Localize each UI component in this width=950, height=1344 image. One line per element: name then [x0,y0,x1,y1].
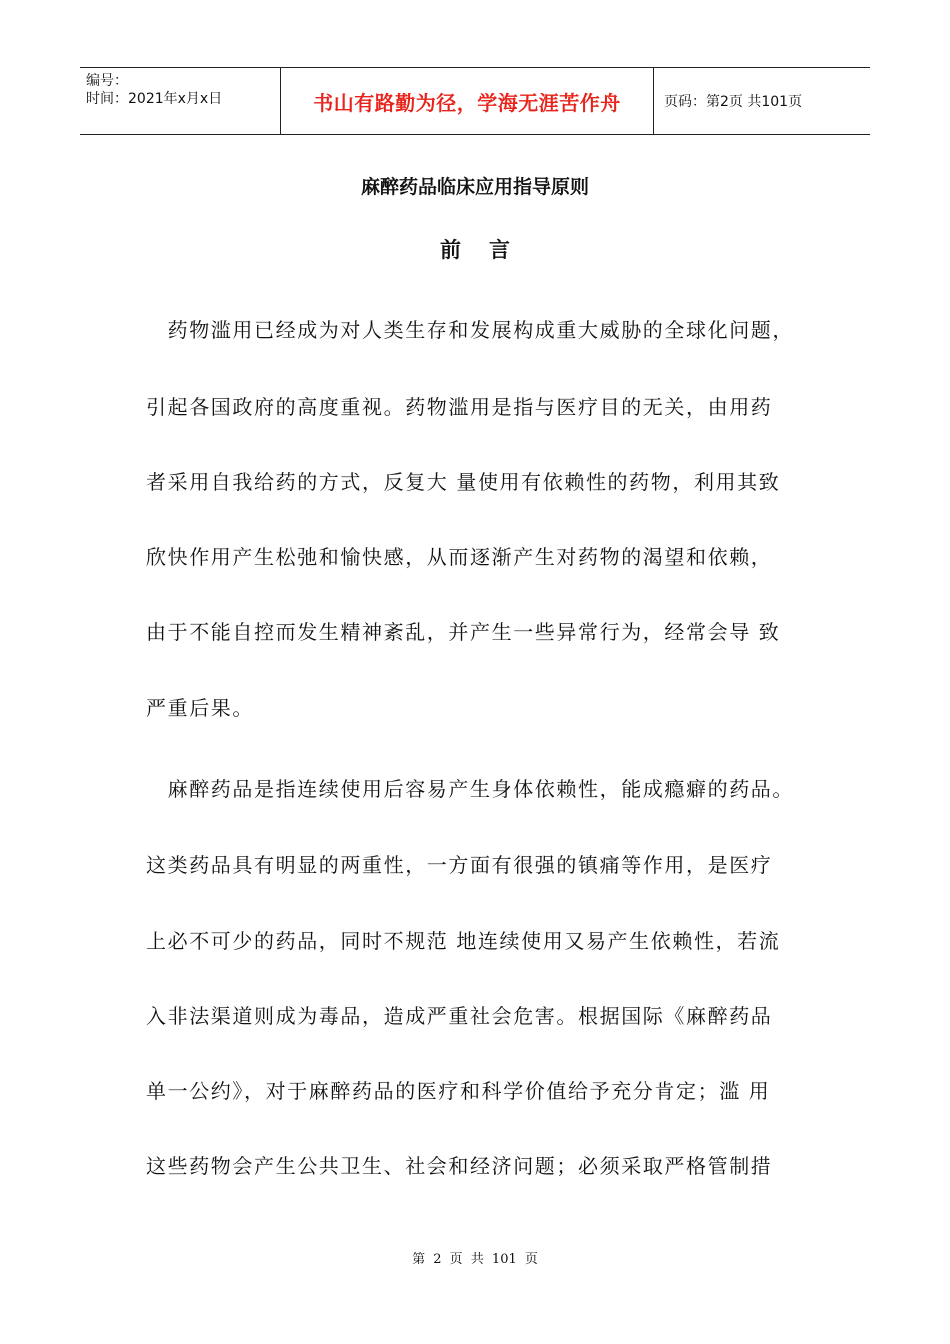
text-line: 这些药物会产生公共卫生、社会和经济问题；必须采取严格管制措 [146,1154,773,1178]
header-page-info: 页码：第2页 共101页 [664,94,803,110]
text-line: 严重后果。 [146,696,254,720]
text-line: 麻醉药品是指连续使用后容易产生身体依赖性，能成瘾癖的药品。 [146,777,794,801]
document-title: 麻醉药品临床应用指导原则 [360,176,589,198]
header-motto-cell [281,68,654,134]
text-line: 者采用自我给药的方式，反复大 量使用有依赖性的药物，利用其致 [146,470,781,494]
document-date: 时间：2021年x月x日 [86,91,223,107]
text-line: 单一公约》，对于麻醉药品的医疗和科学价值给予充分肯定；滥 用 [146,1079,771,1103]
page-header [80,67,870,135]
section-title: 前言 [440,238,538,262]
text-line: 欣快作用产生松弛和愉快感，从而逐渐产生对药物的渴望和依赖， [146,545,773,569]
text-line: 药物滥用已经成为对人类生存和发展构成重大威胁的全球化问题， [146,318,794,342]
text-line: 引起各国政府的高度重视。药物滥用是指与医疗目的无关，由用药 [146,395,773,419]
text-line: 这类药品具有明显的两重性，一方面有很强的镇痛等作用，是医疗 [146,853,773,877]
header-page-cell [654,68,870,134]
text-line: 入非法渠道则成为毒品，造成严重社会危害。根据国际《麻醉药品 [146,1004,773,1028]
header-meta-cell [80,68,281,134]
text-line: 由于不能自控而发生精神紊乱，并产生一些异常行为，经常会导 致 [146,620,781,644]
header-motto: 书山有路勤为径，学海无涯苦作舟 [313,90,621,115]
document-number-label: 编号： [86,73,128,89]
page-footer: 第 2 页 共 101 页 [412,1252,538,1267]
text-line: 上必不可少的药品，同时不规范 地连续使用又易产生依赖性，若流 [146,929,781,953]
